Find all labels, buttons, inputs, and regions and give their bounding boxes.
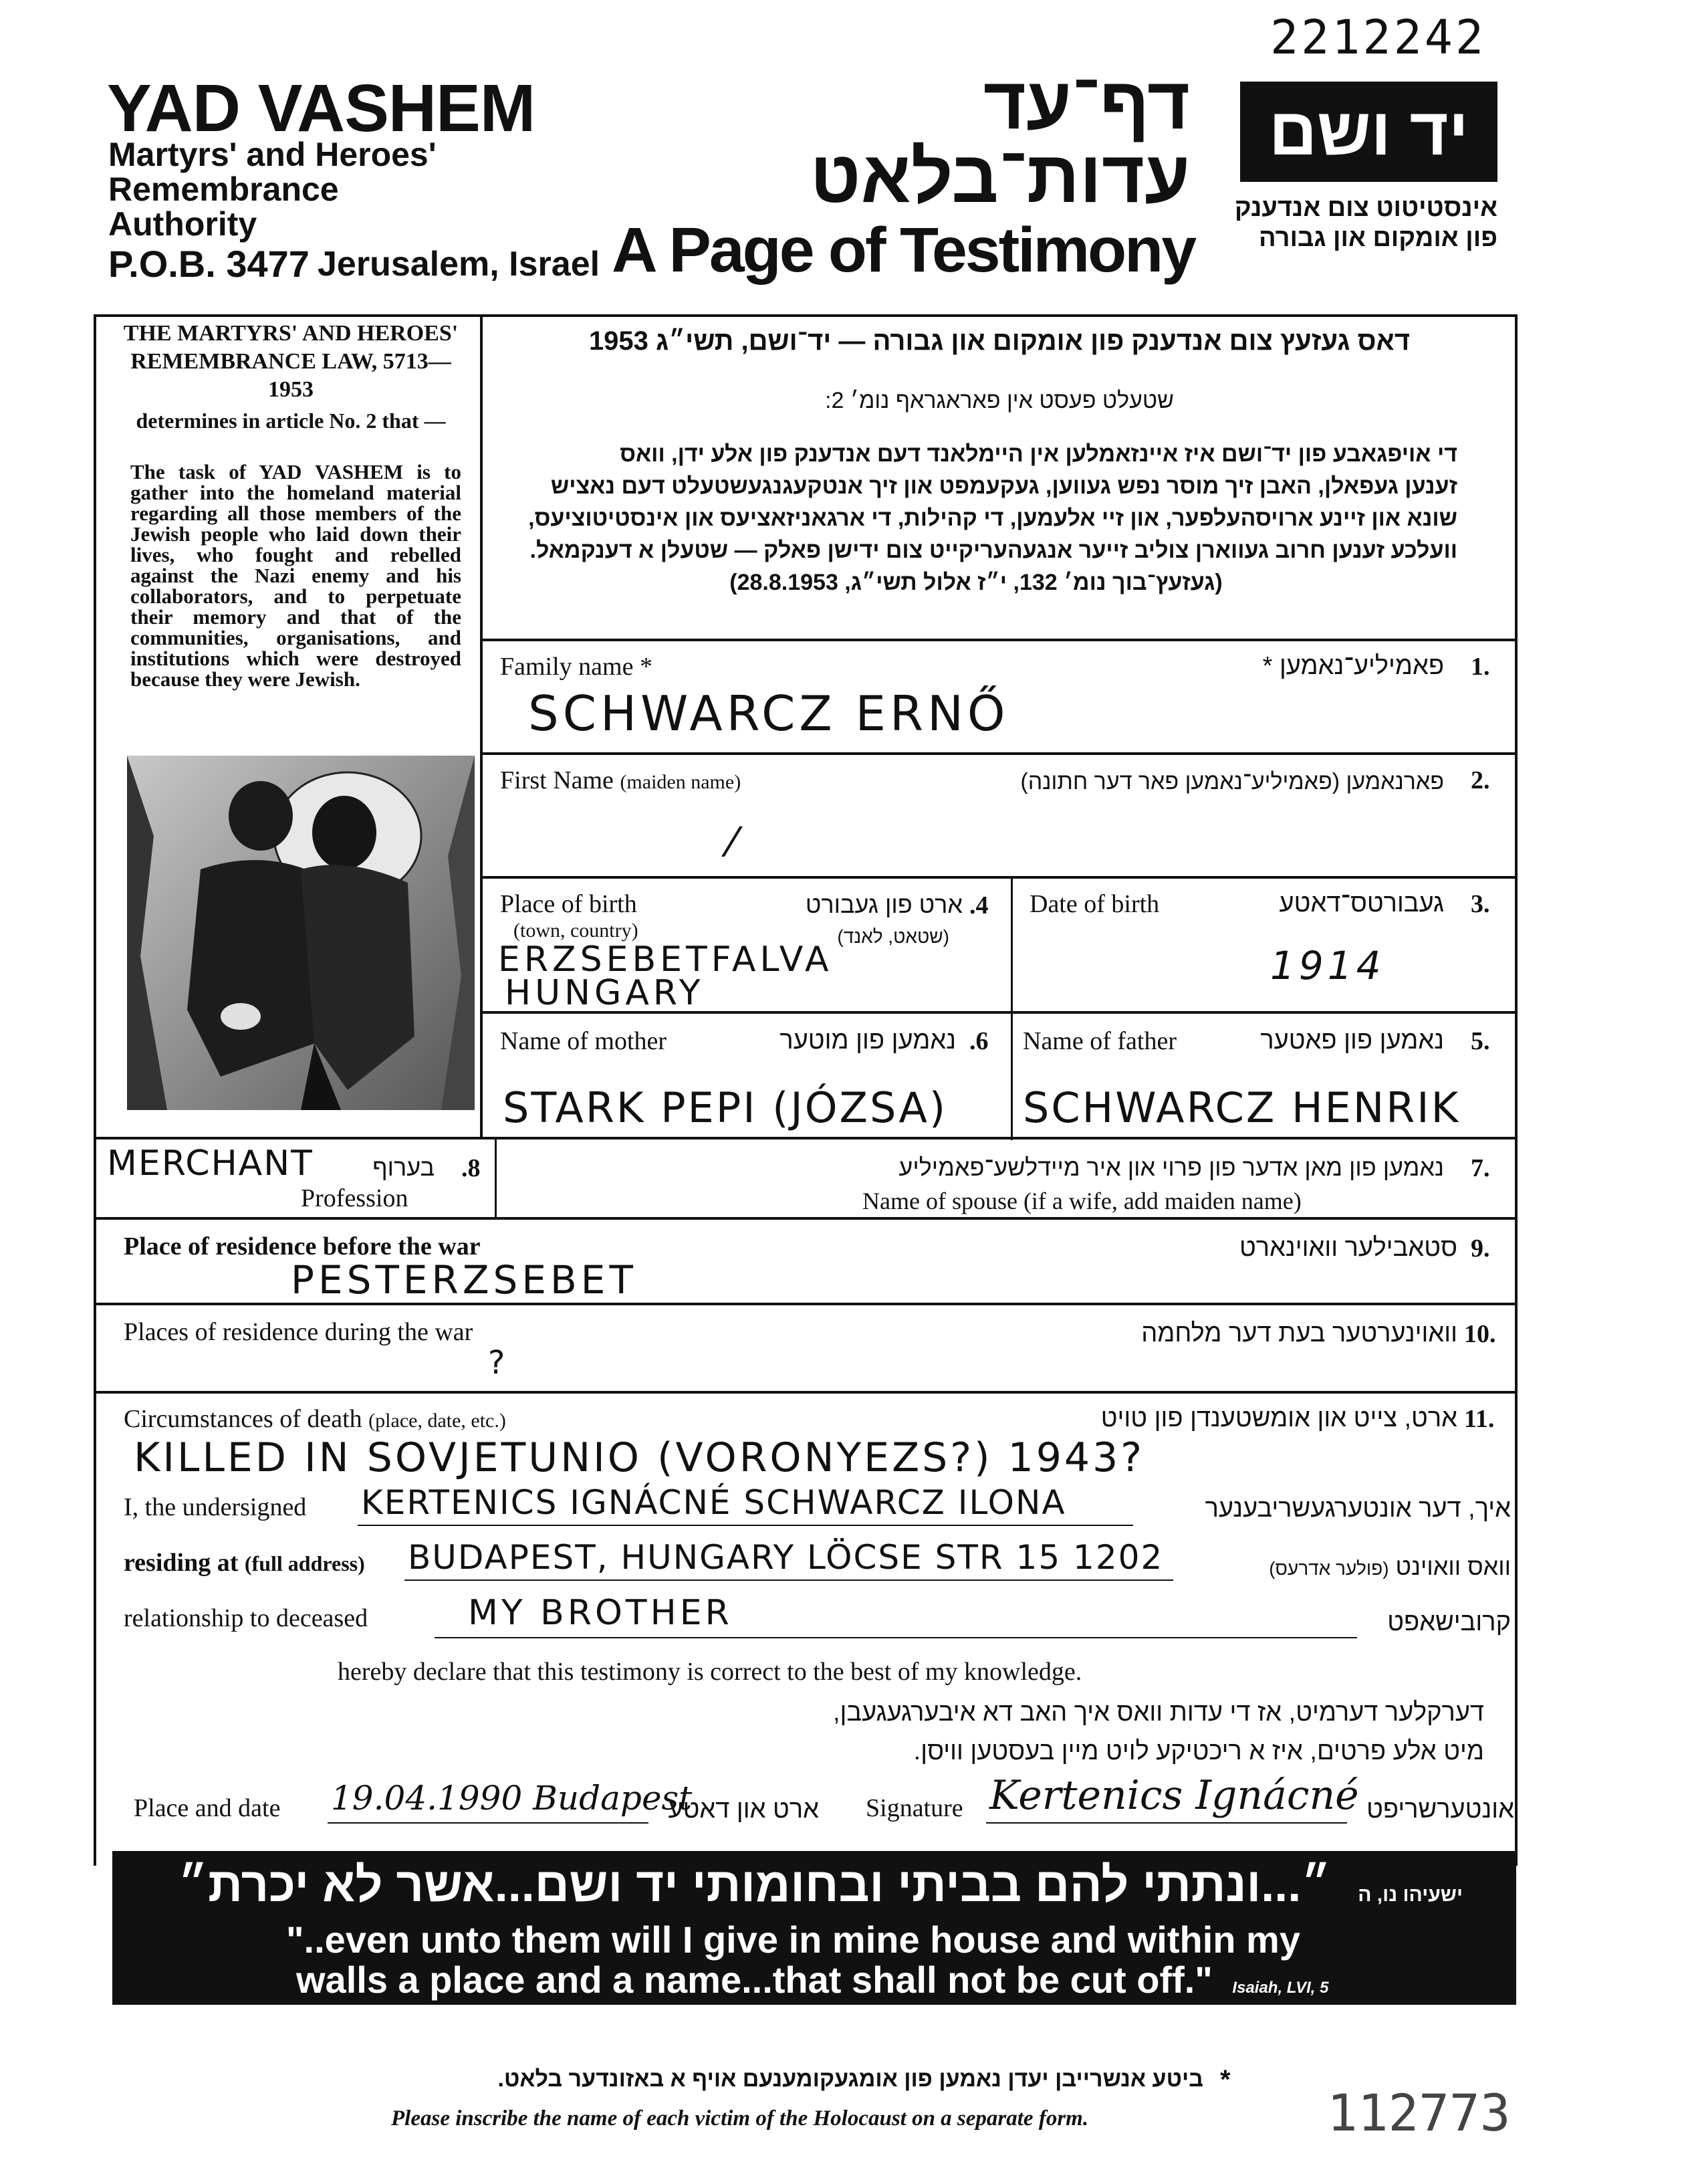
row-line-3 xyxy=(480,876,1518,879)
place-of-birth-label-yiddish: ארט פון געבורט xyxy=(805,891,963,918)
profession-label-yiddish: בערוף xyxy=(372,1154,435,1181)
circumstances-label-small: (place, date, etc.) xyxy=(368,1410,506,1432)
field-number-2: 2. xyxy=(1471,766,1490,794)
relationship-label-yiddish: קרובישאפט xyxy=(1387,1608,1511,1636)
signature-label: Signature xyxy=(866,1794,963,1822)
row-line-5 xyxy=(94,1137,1518,1139)
residing-yi-text: וואס וואוינט xyxy=(1395,1553,1511,1580)
declaration-statement: hereby declare that this testimony is correct to the best of my knowledge. xyxy=(338,1658,1082,1686)
place-date-label: Place and date xyxy=(134,1794,281,1822)
footer-english-note: Please inscribe the name of each victim of the Holocaust on a separate form. xyxy=(391,2106,1089,2131)
family-name-label-yiddish: פאמיליע־נאמען * xyxy=(1262,652,1444,680)
place-of-birth-label-small: (town, country) xyxy=(513,919,638,942)
document-number: 2212242 xyxy=(1270,10,1487,65)
circumstances-of-death-value: KILLED IN SOVJETUNIO (VORONYEZS?) 1943? xyxy=(134,1434,1145,1481)
org-line-1: Martyrs' and Heroes' xyxy=(108,136,437,173)
org-name: YAD VASHEM xyxy=(107,71,535,146)
field-number-7: 7. xyxy=(1471,1154,1490,1182)
first-name-label-small: (maiden name) xyxy=(620,771,741,793)
place-of-birth-value-country: HUNGARY xyxy=(505,973,705,1013)
yiddish-law-line-1: דאס געזעץ צום אנדענק פון אומקום און גבורה — יד־ושם, תשי״ג 1953 xyxy=(588,326,1411,356)
relationship-label: relationship to deceased xyxy=(124,1604,368,1632)
banner-english-line-1: "..even unto them will I give in mine house and within my xyxy=(286,1919,1300,1961)
residence-during-war-label-yiddish: וואוינערטער בעת דער מלחמה xyxy=(1141,1319,1457,1347)
relationship-underline xyxy=(435,1637,1357,1638)
spouse-label-yiddish: נאמען פון מאן אדער פון פרוי און איר מיידלשע־פאמיליע xyxy=(898,1154,1444,1181)
family-name-label: Family name * xyxy=(500,653,652,681)
victim-photograph xyxy=(127,756,475,1110)
place-of-birth-label-yiddish-small: (שטאט, לאנד) xyxy=(837,926,949,947)
residence-during-war-value: ? xyxy=(488,1344,509,1382)
circumstances-of-death-label xyxy=(124,1404,506,1434)
place-date-label-yiddish: ארט און דאטע xyxy=(668,1795,819,1824)
row-line-7 xyxy=(94,1303,1518,1305)
banner-hebrew-quote xyxy=(152,1858,1463,1913)
yiddish-law-paragraph xyxy=(495,438,1457,598)
undersigned-label-yiddish: איך, דער אונטערגעשריבענער xyxy=(1205,1495,1511,1523)
residing-yi-small: (פולער אדרעס) xyxy=(1269,1558,1389,1579)
law-body: The task of YAD VASHEM is to gather into the homeland material regarding all those members of the Jewish people who laid down their lives, who fought and rebelled against the Nazi enemy and his collaborators, and to perpetuate their memory and that of the communities, organisations, and institutions which were destroyed because they were Jewish. xyxy=(130,460,461,691)
place-date-underline xyxy=(328,1822,648,1824)
yiddish-law-p3: שונא און זיינע ארויסהעלפער, און זיי אלעמען, די קהילות, די ארגאניזאציעס און אינסטיטוציעס, xyxy=(528,506,1457,531)
frame-right xyxy=(1515,314,1518,1866)
row-line-8 xyxy=(94,1391,1518,1394)
banner-hebrew-text: ״...ונתתי להם בביתי ובחומותי יד ושם...אשר לא יכרת״ xyxy=(178,1858,1332,1912)
residing-underline xyxy=(404,1579,1173,1581)
undersigned-label: I, the undersigned xyxy=(124,1493,307,1521)
yiddish-law-line-2: שטעלט פעסט אין פאראגראף נומ׳ 2: xyxy=(825,388,1174,413)
father-name-label: Name of father xyxy=(1023,1027,1177,1055)
place-date-value: 19.04.1990 Budapest xyxy=(331,1779,693,1818)
first-name-label-yiddish: פארנאמען (פאמיליע־נאמען פאר דער חתונה) xyxy=(1020,769,1444,794)
date-of-birth-label-yiddish: געבורטס־דאטע xyxy=(1279,889,1444,917)
org-line-2: Remembrance xyxy=(108,171,339,208)
signature-value: Kertenics Ignácné xyxy=(989,1772,1359,1819)
profession-divider xyxy=(495,1137,497,1217)
footer-asterisk: * xyxy=(1220,2065,1231,2094)
mother-name-label: Name of mother xyxy=(500,1027,667,1055)
org-city: Jerusalem, Israel xyxy=(318,245,600,284)
law-heading: THE MARTYRS' AND HEROES' REMEMBRANCE LAW, 5713—1953 xyxy=(123,321,459,402)
undersigned-value: KERTENICS IGNÁCNÉ SCHWARCZ ILONA xyxy=(361,1483,1066,1522)
row-line-2 xyxy=(480,752,1518,755)
profession-value: MERCHANT xyxy=(107,1143,314,1184)
signature-label-yiddish: אונטערשריפט xyxy=(1366,1795,1514,1824)
residing-label-yiddish xyxy=(1190,1553,1511,1581)
row-line-1 xyxy=(480,639,1518,641)
logo-subtitle-2: פון אומקום און גבורה xyxy=(1259,224,1497,252)
footer-stamp-number: 112773 xyxy=(1327,2083,1511,2143)
law-subheading: determines in article No. 2 that — xyxy=(136,409,446,433)
profession-label: Profession xyxy=(301,1184,408,1212)
row-line-6 xyxy=(94,1217,1518,1220)
yiddish-law-p5: (געזעץ־בוך נומ׳ 132, י״ז אלול תשי״ג, 28.8.1953) xyxy=(729,570,1223,595)
circumstances-label-text: Circumstances of death xyxy=(124,1405,362,1433)
frame-top xyxy=(94,314,1518,317)
declaration-statement-yiddish-1: דערקלער דערמיט, אז די עדות וואס איך האב דא איבערגעגעבן, xyxy=(832,1699,1484,1727)
yiddish-law-p2: זענען געפאלן, האבן זיך מוסר נפש געווען, געקעמפט און זיך אנטקעגנגעשטעלט דעם נאציש xyxy=(550,473,1457,499)
org-pob: P.O.B. 3477 xyxy=(108,243,310,285)
field-number-3: 3. xyxy=(1471,890,1490,918)
yiddish-law-p4: וועלכע זענען חרוב געווארן צוליב זייער אנגעהעריקייט צום ידישן פאלק — שטעלן א דענקמאל. xyxy=(529,538,1457,563)
banner-english-ref: Isaiah, LVI, 5 xyxy=(1232,1979,1329,1997)
field-number-4: .4 xyxy=(969,891,989,919)
yiddish-title-2: עדות־בלאט xyxy=(810,136,1190,218)
yiddish-title-1: דף־עד xyxy=(983,62,1190,144)
org-subtitle xyxy=(108,137,437,241)
residence-before-war-label-yiddish: סטאבילער וואוינארט xyxy=(1239,1234,1457,1262)
field-number-10: 10. xyxy=(1464,1320,1496,1348)
father-name-label-yiddish: נאמען פון פאטער xyxy=(1260,1026,1444,1055)
mother-name-value: STARK PEPI (JÓZSA) xyxy=(503,1083,948,1132)
residing-label-small: (full address) xyxy=(244,1551,365,1575)
declaration-statement-yiddish-2: מיט אלע פרטים, איז א ריכטיקע לויט מיין בעסטען וויסן. xyxy=(913,1737,1484,1765)
banner-hebrew-ref: ישעיהו נו, ה xyxy=(1358,1884,1463,1906)
banner-english-line-2 xyxy=(296,1958,1329,2001)
first-name-label xyxy=(500,766,741,795)
field-number-8: .8 xyxy=(461,1154,481,1182)
field-number-6: .6 xyxy=(969,1027,989,1055)
residing-label xyxy=(124,1548,365,1577)
circumstances-of-death-label-yiddish: ארט, צייט און אומשטענדן פון טויט xyxy=(1100,1404,1457,1432)
signature-underline xyxy=(986,1822,1347,1824)
yad-vashem-logo: יד ושם xyxy=(1240,82,1497,182)
footer-yiddish-note: ביטע אנשרייבן יעדן נאמען פון אומגעקומענעם אויף א באזונדער בלאט. xyxy=(497,2066,1203,2092)
quote-banner xyxy=(112,1851,1516,2005)
residence-before-war-label: Place of residence before the war xyxy=(124,1232,481,1261)
org-line-3: Authority xyxy=(108,205,257,243)
frame-left xyxy=(94,314,96,1137)
page-title: A Page of Testimony xyxy=(612,215,1195,286)
first-name-label-text: First Name xyxy=(500,766,614,794)
field-number-9: 9. xyxy=(1471,1234,1490,1263)
undersigned-underline xyxy=(358,1525,1133,1526)
residence-during-war-label: Places of residence during the war xyxy=(124,1318,473,1346)
logo-subtitle-1: אינסטיטוט צום אנדענק xyxy=(1234,194,1497,222)
field-number-5: 5. xyxy=(1471,1027,1490,1055)
date-of-birth-label: Date of birth xyxy=(1030,890,1160,918)
field-number-11: 11. xyxy=(1464,1405,1495,1433)
place-of-birth-label: Place of birth xyxy=(500,890,637,918)
field-number-1: 1. xyxy=(1471,653,1490,681)
date-of-birth-value: 1914 xyxy=(1270,943,1385,988)
profession-left xyxy=(94,1137,96,1217)
residence-before-war-value: PESTERZSEBET xyxy=(291,1257,637,1303)
place-of-birth-value-town: ERZSEBETFALVA xyxy=(498,940,833,980)
family-name-value: SCHWARCZ ERNŐ xyxy=(528,685,1009,742)
residing-value: BUDAPEST, HUNGARY LÖCSE STR 15 1202 xyxy=(408,1538,1164,1577)
mother-name-label-yiddish: נאמען פון מוטער xyxy=(779,1026,956,1055)
banner-english-line-2-text: walls a place and a name...that shall not be cut off." xyxy=(296,1959,1213,2001)
spouse-label: Name of spouse (if a wife, add maiden name) xyxy=(862,1188,1302,1214)
split-divider xyxy=(1011,876,1013,1140)
first-name-value: ⁄ xyxy=(729,819,740,866)
relationship-value: MY BROTHER xyxy=(468,1593,733,1633)
father-name-value: SCHWARCZ HENRIK xyxy=(1023,1083,1461,1132)
frame-left-lower xyxy=(94,1217,96,1866)
residing-label-text: residing at xyxy=(124,1549,239,1577)
yiddish-law-p1: די אויפגאבע פון יד־ושם איז איינזאמלען אין היימלאנד דעם אנדענק פון אלע ידן, וואס xyxy=(620,441,1457,467)
